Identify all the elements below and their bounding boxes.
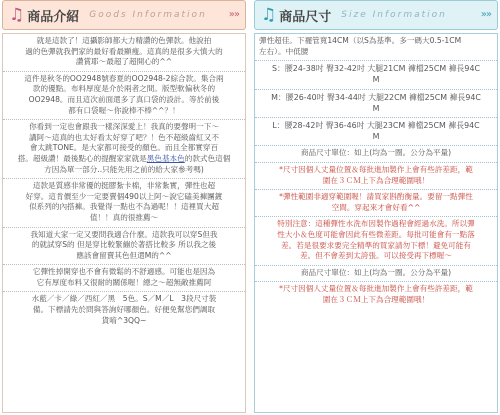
goods-information-header (2, 0, 246, 30)
size-row-m: M：腰26-40吋 臀34-44吋 大腿22CM 褲檔25CM 褲長94C M (271, 92, 481, 113)
double-arrow-icon: »» (480, 9, 491, 20)
measurement-tolerance-note-2: *尺寸因個人丈量位置＆每批進加製作上會有些許差距，範 圍在３ＣＭ上下為合理範圍哦！ (279, 284, 473, 304)
goods-information-panel (2, 0, 246, 413)
size-information-header (254, 0, 498, 30)
unit-note: 商品尺寸單位：如上(均為一圈。公分為平量) (300, 148, 452, 158)
goods-information-title: 商品介紹 (27, 9, 80, 25)
quality-paragraph: 這款是質感非常優的挺膠紮卡棉，非常紮實，彈性也超 好穿。這肯價至少一定要賣個490以上阿～說它磕美褲團鍍 似系列的內搭褲。我覺得一點也不為過呢！！這裡買大超 值！！真的很推薦～ (25, 181, 223, 222)
fit-paragraph: 我知道大家一定又要問我適合什麼。這款我可以穿S但我 的就試穿S的 但是穿比較緊繃於著搭比較多 所以我之後 應該會留賣其色但還M的^^ (30, 229, 218, 260)
music-note-icon: ♫ (9, 4, 25, 25)
size-information-subtitle: Size Information (341, 10, 447, 20)
recommend-paragraph: 你看到一定也會跟我一樣深深愛上！我真的要聲明一下～ 講阿～這真的也太好看太好穿了吧？！色不超級齒紅又不 會太跳TONE。是大家都可接受的顏色。而且全都實穿百 搭。超級讚！最後點心的提醒家家就是黑色基本色的款式色這個 方因為單一部分..只能先用之前的給大家參考嗎) (17, 122, 231, 174)
size-information-body (254, 33, 498, 413)
unit-note-2: 商品尺寸單位：如上(均為一圈。公分為平量) (300, 267, 452, 277)
intro-paragraph: 就是這款了！這攝影師都大力精讚的色彈款。他說拍 過的色彈就我們家的最好看最顯瘦。這真的是很多大慎大的 讚賞耶～最超了超開心的^^ (25, 36, 223, 67)
size-information-title: 商品尺寸 (279, 9, 332, 25)
measurement-tolerance-note: *尺寸因個人丈量位置＆每批進加製作上會有些許差距，範 圍在３ＣＭ上下為合理範圍哦！ (279, 165, 473, 185)
colors-sizes-paragraph: 水藍／卡／綠／西紅／黑 5色。S／M／L 3段尺寸裝 備。下標請先於問與答詢好哪顏色。好便免幫您們調取 貨唷^3QQ~ (31, 294, 217, 325)
fabric-paragraph: 這件是秋冬的OO2948號春夏的OO2948-2綜合款。集合兩 款的優點。布料厚度是介於兩者之間。版型軟偏秋冬的 OO2948。而且這次前面還多了真口袋的設計。等於前後 都有口袋喔～你說棒不棒^^？！ (24, 73, 224, 115)
stretch-paragraph: 它彈性掉開穿也不會有微鬆的不舒適感。可能也是因為 它有厚度布料又很耐的關係喔！總之～超無敵推薦阿 (32, 267, 216, 287)
stretch-note: 彈性超佳。下襬管寬14CM（以S為基準。多一碼大0.5-1CM 左右）。中低腰 (259, 36, 462, 56)
special-notice: 特別注意：這種彈性水洗布因製作過程會經過水洗。所以彈 性大小＆色度可能會因此有些微差距。每批可能會有一點落 差。若是很要求要完全精準的買家請勿下標！避免可能有 差。但不會差到太誇張。可以接受再下標喔～ (277, 219, 475, 261)
highlight-link[interactable]: 黑色基本色 (146, 153, 185, 163)
size-row-l: L：腰28-42吋 臀36-46吋 大腿23CM 褲檔25CM 褲長94C M (272, 121, 480, 142)
size-information-panel (254, 0, 498, 413)
size-row-s: S：腰24-38吋 臀32-42吋 大腿21CM 褲檔25CM 褲長94C M (272, 64, 480, 85)
music-note-icon: ♫ (261, 4, 277, 25)
stretch-range-note: *彈性範圍非適穿範圍喔！請買家斟酌衡量。要留一點彈性 空間。穿起來才會好看^^ (279, 192, 473, 212)
double-arrow-icon: »» (228, 9, 239, 20)
goods-information-body (2, 33, 246, 413)
goods-information-subtitle: Goods Information (89, 10, 207, 20)
